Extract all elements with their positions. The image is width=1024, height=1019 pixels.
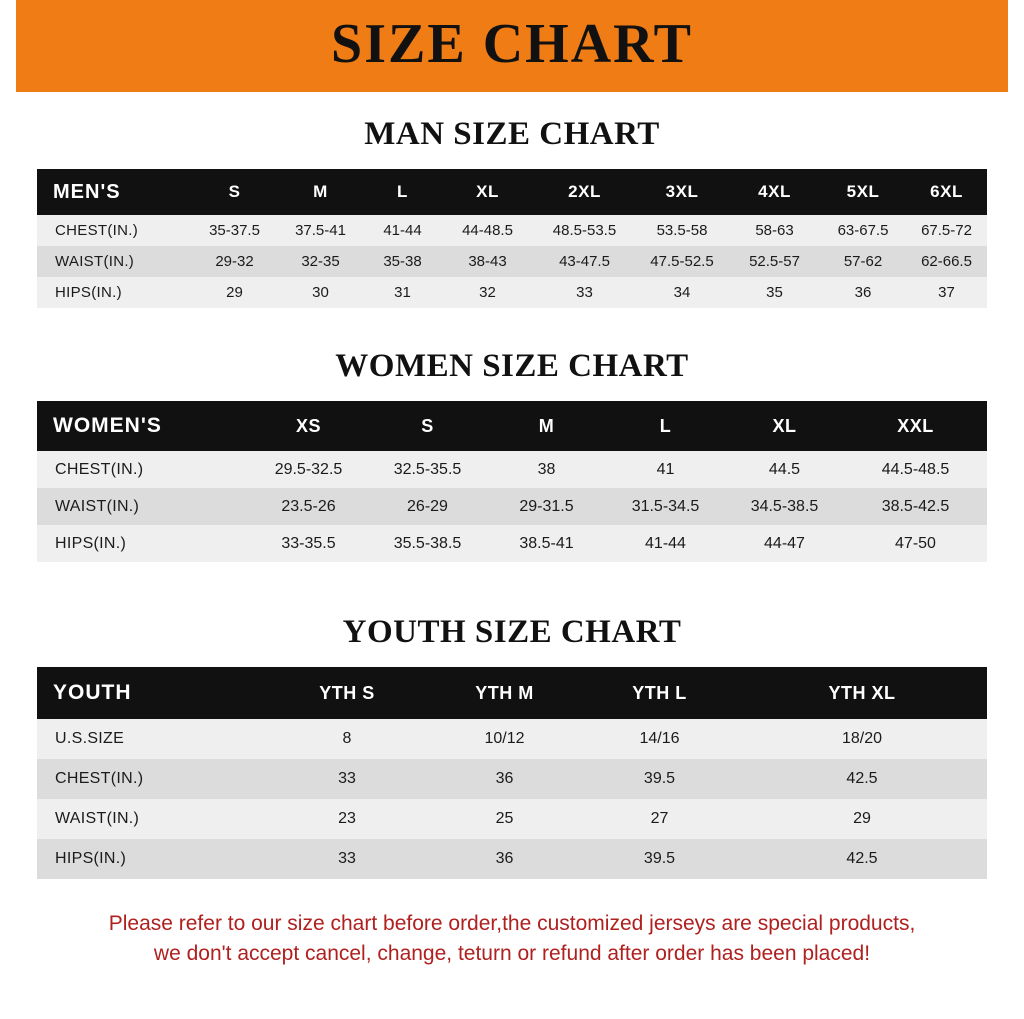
footer-note-line-2: we don't accept cancel, change, teturn or refund after order has been placed! <box>153 942 871 966</box>
man-row-waist-label: WAIST(IN.) <box>55 253 135 270</box>
women-waist-xxl: 38.5-42.5 <box>881 497 950 515</box>
youth-row-hips-label: HIPS(IN.) <box>55 850 127 867</box>
women-chest-xs: 29.5-32.5 <box>274 460 343 478</box>
table-row <box>37 525 987 562</box>
man-chest-m: 37.5-41 <box>295 222 346 239</box>
man-waist-m: 32-35 <box>301 253 340 270</box>
man-waist-5xl: 57-62 <box>843 253 883 270</box>
youth-waist-xl: 29 <box>853 810 871 827</box>
man-hips-l: 31 <box>394 284 411 301</box>
youth-chest-l: 39.5 <box>643 770 676 787</box>
women-chest-m: 38 <box>537 460 556 478</box>
women-header-xs: XS <box>295 415 321 436</box>
youth-hips-m: 36 <box>495 850 514 867</box>
women-section-title: WOMEN SIZE CHART <box>335 348 689 384</box>
man-chest-4xl: 58-63 <box>755 222 794 239</box>
women-hips-s: 35.5-38.5 <box>393 534 462 552</box>
youth-hips-s: 33 <box>338 850 356 867</box>
table-row <box>37 277 987 308</box>
youth-section-title: YOUTH SIZE CHART <box>342 614 682 650</box>
man-header-6xl: 6XL <box>930 182 963 201</box>
women-chest-l: 41 <box>656 460 675 478</box>
youth-header-xl: YTH XL <box>828 682 896 703</box>
table-row <box>37 215 987 246</box>
man-header-xl: XL <box>476 182 499 201</box>
women-chest-s: 32.5-35.5 <box>393 460 462 478</box>
youth-header-l: YTH L <box>632 682 687 703</box>
women-hips-xxl: 47-50 <box>895 534 936 552</box>
man-hips-6xl: 37 <box>938 284 955 301</box>
man-size-table <box>37 169 987 308</box>
footer-note-line-1: Please refer to our size chart before order,the customized jerseys are special products, <box>108 912 916 935</box>
table-row <box>37 759 987 799</box>
man-hips-m: 30 <box>312 284 329 301</box>
man-waist-s: 29-32 <box>215 253 254 270</box>
women-hips-m: 38.5-41 <box>519 534 574 552</box>
man-header-4xl: 4XL <box>758 182 791 201</box>
footer-note <box>0 909 1024 970</box>
youth-chest-xl: 42.5 <box>846 770 878 787</box>
women-header-m: M <box>538 415 555 436</box>
women-row-hips-label: HIPS(IN.) <box>55 534 127 552</box>
man-chest-3xl: 53.5-58 <box>656 222 708 239</box>
women-waist-xl: 34.5-38.5 <box>750 497 819 515</box>
youth-hips-xl: 42.5 <box>846 850 878 867</box>
women-waist-l: 31.5-34.5 <box>631 497 700 515</box>
man-hips-4xl: 35 <box>766 284 783 301</box>
man-header-3xl: 3XL <box>665 182 699 201</box>
table-row <box>37 488 987 525</box>
man-chest-xl: 44-48.5 <box>462 222 513 239</box>
man-row-hips-label: HIPS(IN.) <box>55 284 122 301</box>
women-hips-l: 41-44 <box>645 534 686 552</box>
man-chest-2xl: 48.5-53.5 <box>552 222 617 239</box>
women-chest-xxl: 44.5-48.5 <box>881 460 950 478</box>
man-waist-4xl: 52.5-57 <box>749 253 800 270</box>
man-waist-xl: 38-43 <box>468 253 507 270</box>
man-waist-2xl: 43-47.5 <box>559 253 610 270</box>
youth-header-m: YTH M <box>475 682 534 703</box>
women-hips-xs: 33-35.5 <box>281 534 336 552</box>
man-chest-l: 41-44 <box>383 222 422 239</box>
youth-ussize-l: 14/16 <box>639 730 680 747</box>
man-header-5xl: 5XL <box>846 182 880 201</box>
header-banner <box>0 0 1024 92</box>
women-header-xxl: XXL <box>897 415 934 436</box>
women-size-table <box>37 401 987 562</box>
youth-row-ussize-label: U.S.SIZE <box>55 730 125 747</box>
youth-header-s: YTH S <box>319 682 375 703</box>
man-waist-l: 35-38 <box>383 253 422 270</box>
man-hips-2xl: 33 <box>576 284 593 301</box>
man-chest-6xl: 67.5-72 <box>921 222 972 239</box>
man-table-header-row <box>37 169 987 215</box>
man-hips-s: 29 <box>226 284 243 301</box>
women-waist-s: 26-29 <box>407 497 448 515</box>
man-waist-3xl: 47.5-52.5 <box>650 253 714 270</box>
man-chest-s: 35-37.5 <box>209 222 260 239</box>
youth-row-waist-label: WAIST(IN.) <box>55 810 140 827</box>
women-row-waist-label: WAIST(IN.) <box>55 497 140 515</box>
youth-waist-m: 25 <box>495 810 514 827</box>
women-header-label: WOMEN'S <box>53 414 162 437</box>
man-header-m: M <box>313 182 328 201</box>
youth-ussize-xl: 18/20 <box>841 730 883 747</box>
women-waist-m: 29-31.5 <box>519 497 574 515</box>
youth-waist-s: 23 <box>338 810 356 827</box>
man-hips-xl: 32 <box>479 284 496 301</box>
youth-header-label: YOUTH <box>53 681 132 704</box>
youth-table-header-row <box>37 667 987 719</box>
table-row <box>37 246 987 277</box>
youth-chest-m: 36 <box>495 770 514 787</box>
youth-ussize-s: 8 <box>342 730 352 747</box>
youth-row-chest-label: CHEST(IN.) <box>55 770 144 787</box>
banner-left-margin <box>0 0 16 92</box>
youth-ussize-m: 10/12 <box>484 730 525 747</box>
banner-right-margin <box>1008 0 1024 92</box>
women-header-s: S <box>421 415 434 436</box>
women-hips-xl: 44-47 <box>764 534 805 552</box>
youth-size-table <box>37 667 987 879</box>
man-header-l: L <box>397 182 408 201</box>
man-waist-6xl: 62-66.5 <box>921 253 972 270</box>
youth-chest-s: 33 <box>338 770 356 787</box>
man-hips-5xl: 36 <box>854 284 872 301</box>
table-row <box>37 839 987 879</box>
man-chest-5xl: 63-67.5 <box>837 222 889 239</box>
women-waist-xs: 23.5-26 <box>281 497 336 515</box>
women-header-xl: XL <box>772 415 797 436</box>
man-header-s: S <box>228 182 241 201</box>
man-hips-3xl: 34 <box>673 284 691 301</box>
women-row-chest-label: CHEST(IN.) <box>55 460 144 478</box>
women-table-header-row <box>37 401 987 451</box>
table-row <box>37 799 987 839</box>
table-row <box>37 719 987 759</box>
table-row <box>37 451 987 488</box>
man-row-chest-label: CHEST(IN.) <box>55 222 138 239</box>
page-title: SIZE CHART <box>331 13 693 75</box>
man-header-2xl: 2XL <box>568 182 601 201</box>
women-header-l: L <box>659 415 672 436</box>
man-section-title: MAN SIZE CHART <box>364 116 660 152</box>
man-header-label: MEN'S <box>53 180 121 203</box>
women-chest-xl: 44.5 <box>768 460 801 478</box>
youth-hips-l: 39.5 <box>643 850 676 867</box>
youth-waist-l: 27 <box>650 810 669 827</box>
